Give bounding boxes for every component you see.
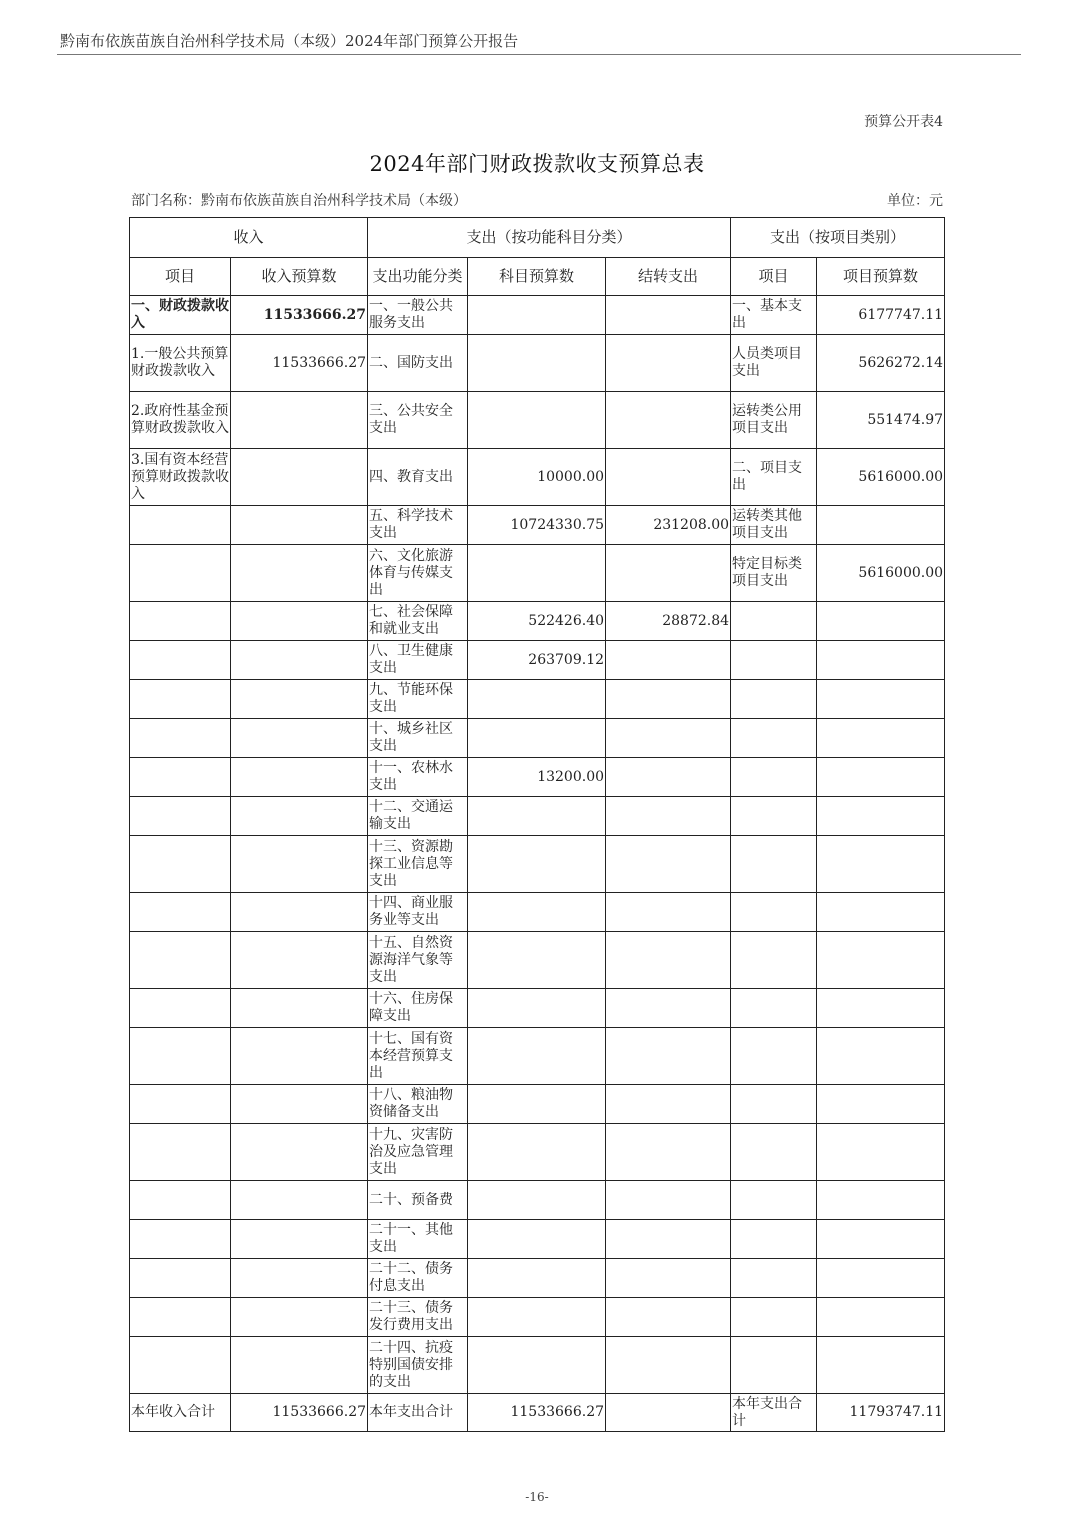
total-row [130, 1394, 945, 1432]
cell-project-budget: 551474.97 [817, 392, 945, 449]
cell-income-item [130, 797, 231, 836]
cell-function-class: 十七、国有资本经营预算支出 [368, 1028, 468, 1085]
cell-income-item: 本年收入合计 [130, 1394, 231, 1432]
cell-project-item: 特定目标类项目支出 [731, 545, 817, 602]
cell-function-class: 九、节能环保支出 [368, 680, 468, 719]
cell-function-class: 二十一、其他支出 [368, 1220, 468, 1259]
cell-function-class: 十九、灾害防治及应急管理支出 [368, 1124, 468, 1181]
cell-project-budget [817, 989, 945, 1028]
cell-project-item: 本年支出合计 [731, 1394, 817, 1432]
cell-income-budget [231, 506, 368, 545]
table-row [130, 506, 945, 545]
cell-income-item: 一、财政拨款收入 [130, 296, 231, 335]
cell-subject-budget: 10000.00 [468, 449, 606, 506]
cell-subject-budget [468, 932, 606, 989]
page-number: -16- [525, 1490, 549, 1504]
cell-project-budget [817, 1259, 945, 1298]
table-row [130, 449, 945, 506]
cell-project-budget [817, 1298, 945, 1337]
cell-carryover [606, 335, 731, 392]
cell-subject-budget: 13200.00 [468, 758, 606, 797]
cell-function-class: 五、科学技术支出 [368, 506, 468, 545]
cell-subject-budget [468, 1337, 606, 1394]
table-row [130, 932, 945, 989]
cell-project-budget [817, 506, 945, 545]
cell-project-budget [817, 1085, 945, 1124]
cell-income-budget [231, 719, 368, 758]
cell-project-item: 运转类其他项目支出 [731, 506, 817, 545]
budget-summary-table [129, 217, 945, 1432]
cell-carryover [606, 1259, 731, 1298]
cell-function-class: 二十二、债务付息支出 [368, 1259, 468, 1298]
cell-function-class: 二十三、债务发行费用支出 [368, 1298, 468, 1337]
cell-subject-budget [468, 719, 606, 758]
cell-subject-budget: 522426.40 [468, 602, 606, 641]
table-row [130, 1298, 945, 1337]
cell-income-item [130, 1181, 231, 1220]
cell-project-budget [817, 836, 945, 893]
cell-project-item: 人员类项目支出 [731, 335, 817, 392]
cell-project-budget [817, 1124, 945, 1181]
cell-function-class: 十五、自然资源海洋气象等支出 [368, 932, 468, 989]
group-header-income: 收入 [130, 218, 368, 258]
cell-project-budget: 6177747.11 [817, 296, 945, 335]
table-row [130, 296, 945, 335]
report-header: 黔南布依族苗族自治州科学技术局（本级）2024年部门预算公开报告 [60, 32, 519, 50]
table-row [130, 545, 945, 602]
cell-income-budget [231, 893, 368, 932]
cell-project-item [731, 680, 817, 719]
cell-carryover [606, 680, 731, 719]
cell-income-budget: 11533666.27 [231, 335, 368, 392]
cell-income-budget [231, 392, 368, 449]
table-row [130, 641, 945, 680]
cell-income-item [130, 1124, 231, 1181]
cell-project-item [731, 1028, 817, 1085]
cell-carryover [606, 1181, 731, 1220]
cell-income-item [130, 602, 231, 641]
cell-subject-budget [468, 836, 606, 893]
cell-function-class: 六、文化旅游体育与传媒支出 [368, 545, 468, 602]
cell-carryover [606, 392, 731, 449]
cell-subject-budget [468, 797, 606, 836]
cell-project-item [731, 719, 817, 758]
col-header-income-budget: 收入预算数 [231, 258, 368, 296]
table-row [130, 680, 945, 719]
cell-income-item [130, 719, 231, 758]
cell-income-budget [231, 1028, 368, 1085]
cell-carryover [606, 758, 731, 797]
form-code: 预算公开表4 [864, 114, 943, 130]
cell-carryover [606, 449, 731, 506]
cell-function-class: 七、社会保障和就业支出 [368, 602, 468, 641]
table-row [130, 1085, 945, 1124]
cell-project-item [731, 602, 817, 641]
table-row [130, 1028, 945, 1085]
cell-project-item [731, 932, 817, 989]
cell-income-budget: 11533666.27 [231, 1394, 368, 1432]
cell-subject-budget [468, 392, 606, 449]
cell-carryover [606, 719, 731, 758]
cell-carryover [606, 1124, 731, 1181]
cell-subject-budget [468, 1028, 606, 1085]
cell-subject-budget [468, 1259, 606, 1298]
cell-project-item [731, 893, 817, 932]
cell-subject-budget: 11533666.27 [468, 1394, 606, 1432]
cell-income-item [130, 1085, 231, 1124]
table-row [130, 758, 945, 797]
cell-subject-budget [468, 680, 606, 719]
table-row [130, 1124, 945, 1181]
cell-subject-budget [468, 335, 606, 392]
cell-subject-budget [468, 1124, 606, 1181]
cell-project-item [731, 1124, 817, 1181]
cell-income-budget [231, 1220, 368, 1259]
cell-project-budget [817, 1220, 945, 1259]
cell-function-class: 十二、交通运输支出 [368, 797, 468, 836]
header-divider [57, 54, 1021, 55]
cell-project-budget [817, 719, 945, 758]
cell-income-budget [231, 1181, 368, 1220]
cell-income-budget [231, 836, 368, 893]
cell-income-budget [231, 641, 368, 680]
cell-function-class: 二十、预备费 [368, 1181, 468, 1220]
cell-income-budget [231, 545, 368, 602]
table-row [130, 335, 945, 392]
cell-income-budget [231, 1085, 368, 1124]
cell-income-item [130, 545, 231, 602]
cell-income-budget [231, 989, 368, 1028]
cell-project-item [731, 1181, 817, 1220]
group-header-project-expense: 支出（按项目类别） [731, 218, 945, 258]
cell-income-item: 3.国有资本经营预算财政拨款收入 [130, 449, 231, 506]
cell-project-budget [817, 1337, 945, 1394]
cell-income-budget [231, 1259, 368, 1298]
cell-project-item [731, 641, 817, 680]
cell-carryover [606, 296, 731, 335]
table-row [130, 989, 945, 1028]
table-row [130, 1181, 945, 1220]
cell-income-item: 1.一般公共预算财政拨款收入 [130, 335, 231, 392]
cell-income-item [130, 836, 231, 893]
col-header-project-item: 项目 [731, 258, 817, 296]
cell-income-budget [231, 449, 368, 506]
table-row [130, 602, 945, 641]
cell-income-item [130, 1028, 231, 1085]
cell-carryover [606, 836, 731, 893]
cell-income-budget [231, 758, 368, 797]
cell-function-class: 十、城乡社区支出 [368, 719, 468, 758]
cell-project-item: 二、项目支出 [731, 449, 817, 506]
cell-project-item: 一、基本支出 [731, 296, 817, 335]
cell-function-class: 本年支出合计 [368, 1394, 468, 1432]
currency-unit: 单位：元 [887, 193, 943, 209]
col-header-project-budget: 项目预算数 [817, 258, 945, 296]
cell-project-item [731, 797, 817, 836]
cell-project-item [731, 836, 817, 893]
cell-project-budget: 5616000.00 [817, 545, 945, 602]
cell-carryover [606, 1220, 731, 1259]
cell-income-item [130, 1298, 231, 1337]
table-row [130, 1337, 945, 1394]
cell-function-class: 十六、住房保障支出 [368, 989, 468, 1028]
cell-subject-budget [468, 545, 606, 602]
cell-carryover [606, 1298, 731, 1337]
cell-project-budget [817, 1181, 945, 1220]
cell-carryover [606, 1028, 731, 1085]
cell-income-item [130, 932, 231, 989]
cell-function-class: 八、卫生健康支出 [368, 641, 468, 680]
cell-income-budget [231, 1337, 368, 1394]
cell-carryover [606, 797, 731, 836]
cell-subject-budget [468, 1220, 606, 1259]
cell-income-budget [231, 1124, 368, 1181]
table-row [130, 797, 945, 836]
cell-income-item [130, 641, 231, 680]
cell-subject-budget: 263709.12 [468, 641, 606, 680]
cell-subject-budget [468, 893, 606, 932]
cell-project-budget [817, 797, 945, 836]
cell-carryover [606, 893, 731, 932]
cell-income-item [130, 1337, 231, 1394]
cell-project-item [731, 989, 817, 1028]
cell-income-budget [231, 932, 368, 989]
cell-carryover [606, 641, 731, 680]
table-row [130, 1220, 945, 1259]
cell-subject-budget: 10724330.75 [468, 506, 606, 545]
cell-income-item [130, 506, 231, 545]
cell-carryover [606, 989, 731, 1028]
cell-function-class: 四、教育支出 [368, 449, 468, 506]
cell-project-budget: 5626272.14 [817, 335, 945, 392]
cell-project-budget [817, 932, 945, 989]
cell-income-item [130, 1220, 231, 1259]
col-header-function-class: 支出功能分类 [368, 258, 468, 296]
cell-project-item [731, 758, 817, 797]
cell-project-budget [817, 641, 945, 680]
cell-project-item: 运转类公用项目支出 [731, 392, 817, 449]
cell-carryover: 28872.84 [606, 602, 731, 641]
cell-income-item [130, 893, 231, 932]
cell-project-budget: 11793747.11 [817, 1394, 945, 1432]
table-row [130, 392, 945, 449]
cell-carryover [606, 545, 731, 602]
cell-carryover [606, 932, 731, 989]
page-title: 2024年部门财政拨款收支预算总表 [369, 152, 705, 176]
cell-subject-budget [468, 1298, 606, 1337]
cell-subject-budget [468, 989, 606, 1028]
cell-function-class: 十四、商业服务业等支出 [368, 893, 468, 932]
cell-income-budget [231, 797, 368, 836]
cell-income-budget [231, 680, 368, 719]
cell-subject-budget [468, 1085, 606, 1124]
cell-function-class: 三、公共安全支出 [368, 392, 468, 449]
cell-project-item [731, 1337, 817, 1394]
cell-function-class: 十一、农林水支出 [368, 758, 468, 797]
department-name: 部门名称：黔南布依族苗族自治州科学技术局（本级） [131, 193, 467, 209]
cell-income-item [130, 1259, 231, 1298]
col-header-subject-budget: 科目预算数 [468, 258, 606, 296]
cell-subject-budget [468, 296, 606, 335]
group-header-functional-expense: 支出（按功能科目分类） [368, 218, 731, 258]
cell-project-item [731, 1220, 817, 1259]
cell-function-class: 二十四、抗疫特别国债安排的支出 [368, 1337, 468, 1394]
cell-project-budget [817, 1028, 945, 1085]
cell-project-budget [817, 680, 945, 719]
table-row [130, 893, 945, 932]
cell-carryover [606, 1394, 731, 1432]
cell-carryover [606, 1085, 731, 1124]
cell-function-class: 二、国防支出 [368, 335, 468, 392]
cell-income-item [130, 758, 231, 797]
cell-income-item: 2.政府性基金预算财政拨款收入 [130, 392, 231, 449]
cell-income-item [130, 989, 231, 1028]
table-row [130, 836, 945, 893]
col-header-item: 项目 [130, 258, 231, 296]
cell-subject-budget [468, 1181, 606, 1220]
cell-income-budget [231, 1298, 368, 1337]
col-header-carryover: 结转支出 [606, 258, 731, 296]
cell-income-budget: 11533666.27 [231, 296, 368, 335]
cell-income-budget [231, 602, 368, 641]
cell-project-item [731, 1085, 817, 1124]
cell-function-class: 一、一般公共服务支出 [368, 296, 468, 335]
cell-project-budget [817, 602, 945, 641]
cell-function-class: 十三、资源勘探工业信息等支出 [368, 836, 468, 893]
cell-project-budget [817, 893, 945, 932]
cell-carryover [606, 1337, 731, 1394]
cell-project-budget [817, 758, 945, 797]
column-header-row [130, 258, 945, 296]
cell-project-item [731, 1259, 817, 1298]
cell-project-item [731, 1298, 817, 1337]
cell-function-class: 十八、粮油物资储备支出 [368, 1085, 468, 1124]
cell-project-budget: 5616000.00 [817, 449, 945, 506]
table-row [130, 1259, 945, 1298]
table-row [130, 719, 945, 758]
cell-carryover: 231208.00 [606, 506, 731, 545]
cell-income-item [130, 680, 231, 719]
